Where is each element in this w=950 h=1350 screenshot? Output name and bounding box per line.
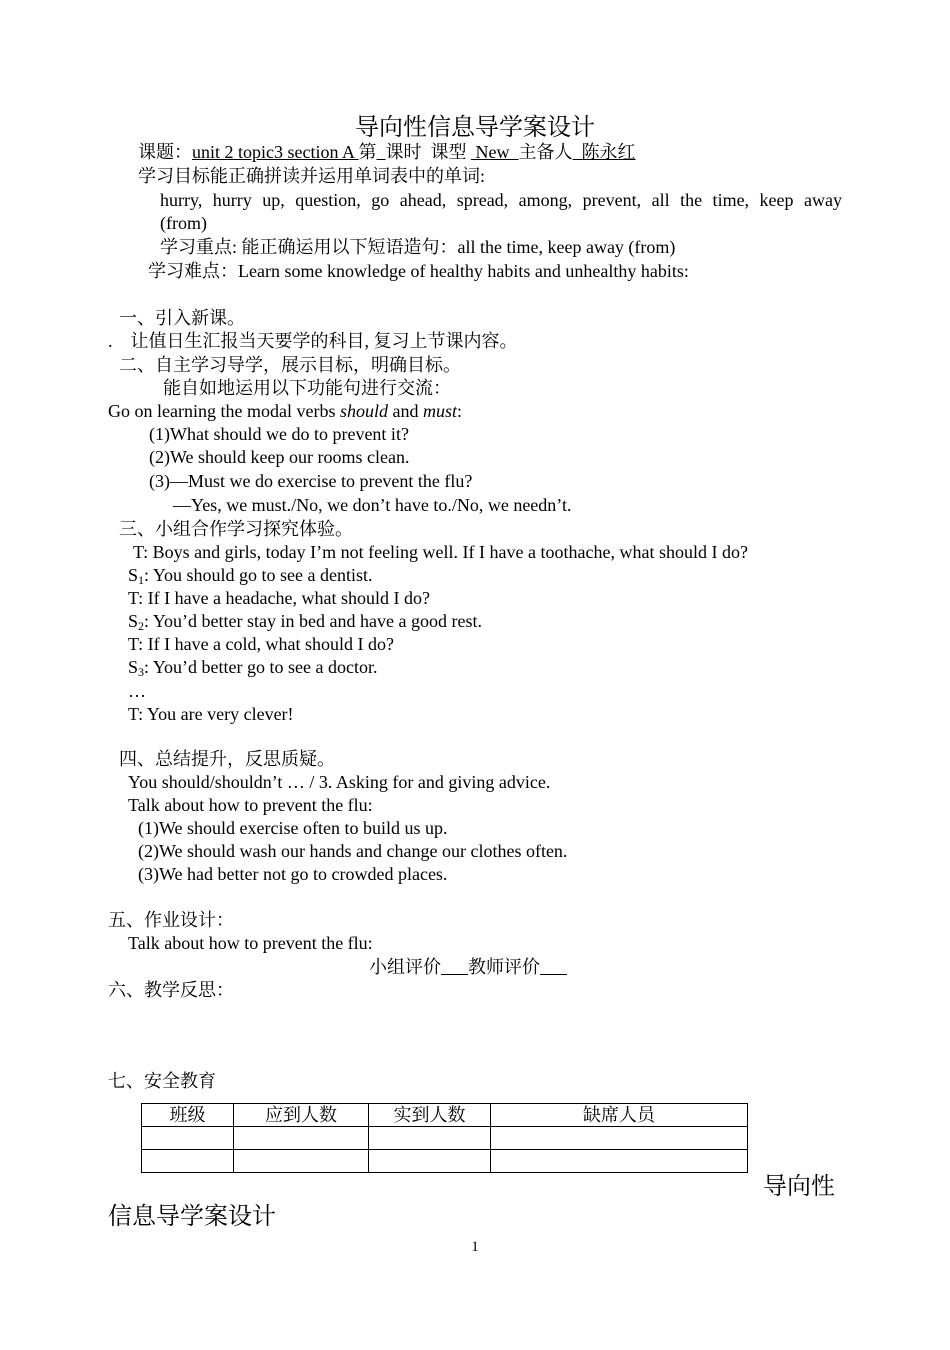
section1-heading: 一、引入新课。 xyxy=(119,308,245,328)
dialog-ellipsis: … xyxy=(128,681,146,701)
goals-words-line2: (from) xyxy=(160,213,207,233)
group-eval-blank xyxy=(441,957,468,977)
summary-line: (3)We had better not go to crowded places. xyxy=(138,864,448,884)
example-line: (3)—Must we do exercise to prevent the flu? xyxy=(149,471,473,491)
column-header: 班级 xyxy=(142,1104,234,1127)
evaluation-line xyxy=(369,956,567,978)
speaker-number: 1 xyxy=(138,573,145,587)
section1-line: . 让值日生汇报当天要学的科目, 复习上节课内容。 xyxy=(108,331,518,351)
section3-heading: 三、小组合作学习探究体验。 xyxy=(119,519,353,539)
period-blank xyxy=(377,142,386,162)
speaker-number: 2 xyxy=(138,619,145,633)
speaker-label: S xyxy=(128,657,139,677)
summary-line: You should/shouldn’t … / 3. Asking for and giving advice. xyxy=(128,772,551,792)
section4-heading: 四、总结提升，反思质疑。 xyxy=(119,749,335,769)
section5-heading: 五、作业设计： xyxy=(108,910,234,930)
summary-line: (2)We should wash our hands and change our clothes often. xyxy=(138,841,568,861)
goals-words-line1: hurry, hurry up, question, go ahead, spread, among, prevent, all the time, keep away xyxy=(160,190,842,210)
example-line: (1)What should we do to prevent it? xyxy=(149,424,409,444)
homework-line: Talk about how to prevent the flu: xyxy=(128,933,373,953)
speaker-number: 3 xyxy=(138,665,145,679)
topic-value: unit 2 topic3 section A xyxy=(192,142,359,162)
period-pre: 第 xyxy=(358,142,377,162)
dialog-teacher-line: T: Boys and girls, today I’m not feeling well. If I have a toothache, what should I do? xyxy=(133,542,748,562)
speaker-label: S xyxy=(128,565,139,585)
attendance-table xyxy=(141,1103,748,1173)
table-cell xyxy=(234,1150,369,1173)
table-cell xyxy=(142,1127,234,1150)
summary-line: Talk about how to prevent the flu: xyxy=(128,795,373,815)
header-line xyxy=(138,141,636,163)
modal-must: must xyxy=(422,401,457,421)
example-line: (2)We should keep our rooms clean. xyxy=(149,447,410,467)
footer-title-part1: 导向性 xyxy=(763,1172,835,1200)
topic-label: 课题： xyxy=(138,142,192,162)
section6-heading: 六、教学反思： xyxy=(108,980,234,1000)
teacher-eval-blank xyxy=(540,957,567,977)
modal-pre: Go on learning the modal verbs xyxy=(108,401,340,421)
difficulties: 学习难点：Learn some knowledge of healthy habits and unhealthy habits: xyxy=(148,261,689,281)
column-header: 实到人数 xyxy=(369,1104,491,1127)
table-cell xyxy=(491,1150,748,1173)
teacher-eval-label: 教师评价 xyxy=(468,957,540,977)
table-cell xyxy=(142,1150,234,1173)
dialog-teacher-line: T: You are very clever! xyxy=(128,704,294,724)
example-line: —Yes, we must./No, we don’t have to./No, we needn’t. xyxy=(173,495,572,515)
modal-should: should xyxy=(339,401,388,421)
modal-and: and xyxy=(387,401,423,421)
preparer-label: 主备人 xyxy=(518,142,573,162)
group-eval-label: 小组评价 xyxy=(369,957,441,977)
key-points: 学习重点: 能正确运用以下短语造句：all the time, keep away (from) xyxy=(160,237,676,257)
preparer-value: 陈永红 xyxy=(572,142,636,162)
summary-line: (1)We should exercise often to build us up. xyxy=(138,818,448,838)
student-reply: : You should go to see a dentist. xyxy=(144,565,373,585)
section7-heading: 七、安全教育 xyxy=(108,1071,216,1091)
table-row xyxy=(142,1127,748,1150)
dialog-teacher-line: T: If I have a cold, what should I do? xyxy=(128,634,395,654)
table-cell xyxy=(369,1127,491,1150)
dialog-student-line xyxy=(128,656,377,683)
type-value: New xyxy=(471,142,519,162)
table-cell xyxy=(369,1150,491,1173)
modal-end: : xyxy=(456,401,462,421)
section2-intro: 能自如地运用以下功能句进行交流： xyxy=(163,378,451,398)
table-cell xyxy=(491,1127,748,1150)
section2-heading: 二、自主学习导学，展示目标，明确目标。 xyxy=(119,355,461,375)
table-cell xyxy=(234,1127,369,1150)
modal-verbs-line xyxy=(108,400,462,422)
table-row xyxy=(142,1150,748,1173)
page-title: 导向性信息导学案设计 xyxy=(355,113,595,141)
student-reply: : You’d better stay in bed and have a good rest. xyxy=(144,611,482,631)
table-header-row xyxy=(142,1104,748,1127)
column-header: 应到人数 xyxy=(234,1104,369,1127)
student-reply: : You’d better go to see a doctor. xyxy=(144,657,378,677)
period-post: 课时 课型 xyxy=(385,142,471,162)
page-number: 1 xyxy=(471,1239,479,1255)
goals-label: 学习目标能正确拼读并运用单词表中的单词: xyxy=(138,166,485,186)
dialog-teacher-line: T: If I have a headache, what should I do? xyxy=(128,588,430,608)
speaker-label: S xyxy=(128,611,139,631)
column-header: 缺席人员 xyxy=(491,1104,748,1127)
footer-title-part2: 信息导学案设计 xyxy=(108,1202,276,1230)
